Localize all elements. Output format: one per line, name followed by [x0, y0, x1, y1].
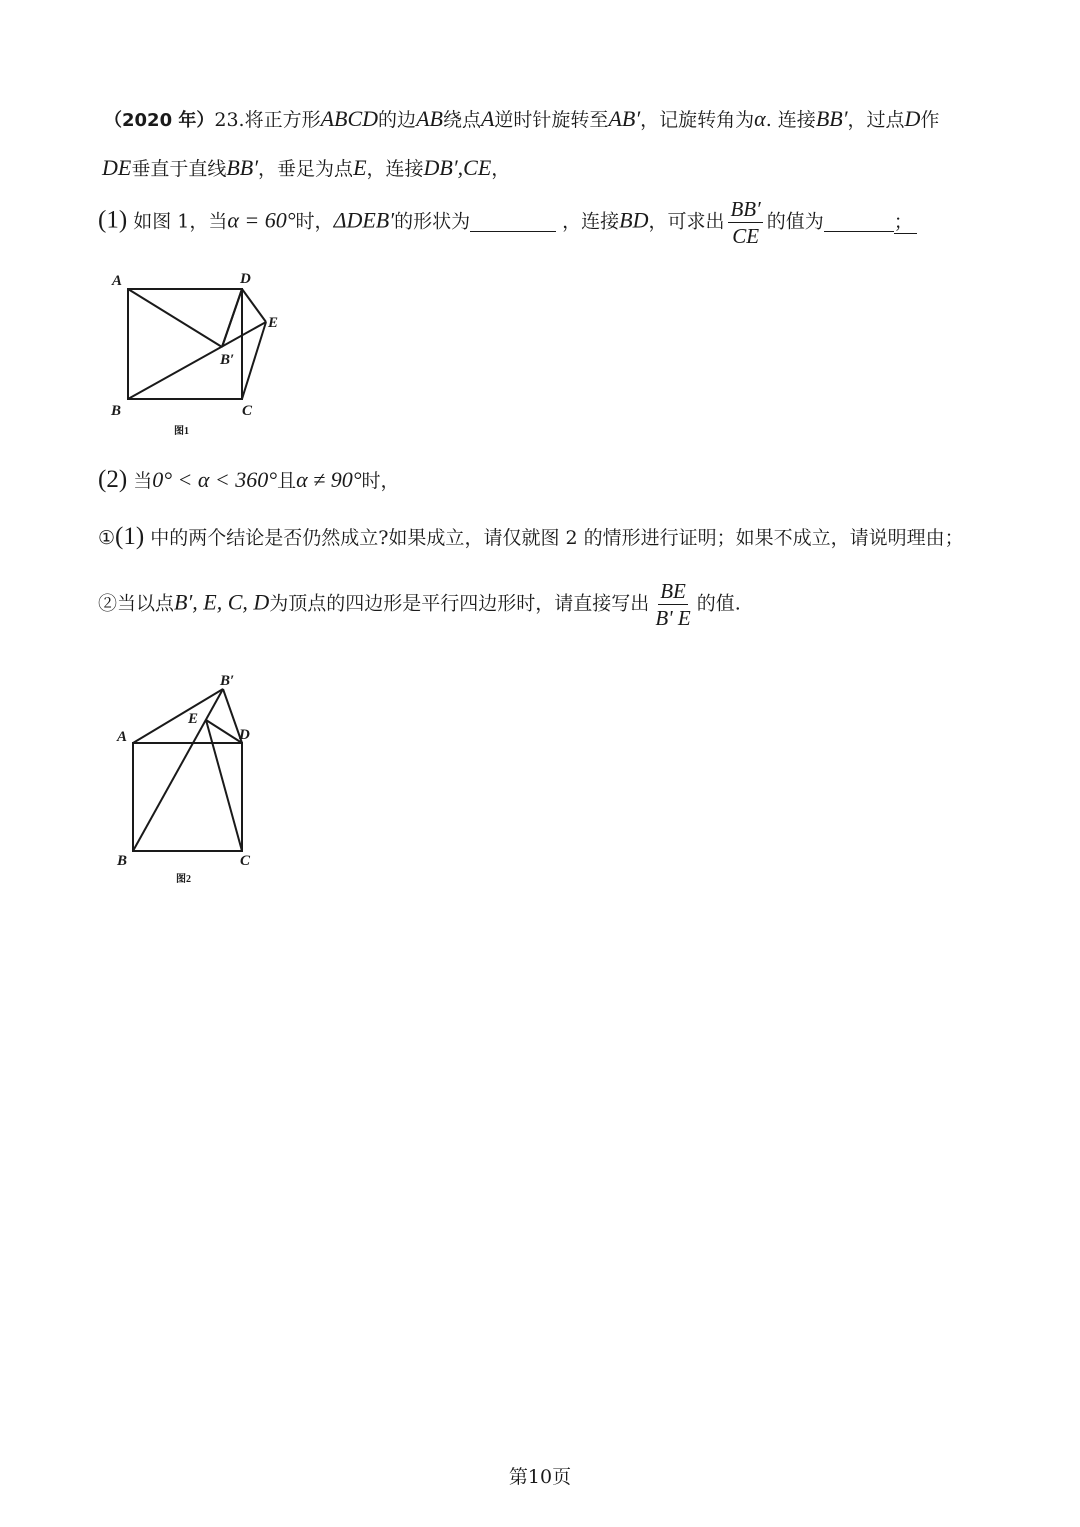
math-segment: BB′ [226, 155, 259, 180]
fraction-numerator: BB′ [728, 198, 762, 223]
math-triangle: ΔDEB′ [333, 207, 395, 233]
sub-question-1 [98, 522, 964, 552]
intro-text: ，垂足为点 [258, 158, 354, 180]
segment-de [242, 289, 266, 322]
sub2-text: 的值. [696, 592, 741, 615]
reference-part: (1) [115, 523, 145, 550]
label-E: E [268, 315, 279, 331]
intro-text: . 连接 [765, 109, 816, 131]
math-point: A [480, 106, 495, 131]
segment-ab-prime [128, 289, 222, 347]
math-segment: AB′ [608, 106, 641, 131]
math-range [152, 467, 277, 492]
label-A: A [117, 729, 128, 745]
part2-text: 且 [277, 470, 297, 492]
sub1-text: 中的两个结论是否仍然成立?如果成立，请仅就图 2 的情形进行证明；如果不成立，请说明理由； [150, 527, 964, 549]
part-number: (1) [98, 206, 128, 234]
square-abcd [133, 743, 242, 851]
label-B-prime: B′ [220, 673, 235, 689]
intro-text: 逆时针旋转至 [494, 109, 609, 131]
label-B: B [111, 403, 122, 419]
label-A: A [112, 273, 123, 289]
label-D: D [239, 727, 250, 743]
math-segment: DE [102, 155, 132, 180]
part1-text: ，可求出 [648, 210, 725, 233]
label-C: C [240, 853, 251, 869]
math-expr: α ≠ 90° [296, 467, 362, 492]
math-exclusion [296, 467, 361, 492]
intro-text: ，记旋转角为 [640, 109, 755, 131]
math-point: E [353, 155, 367, 180]
figure-2 [100, 665, 300, 895]
math-segment: AB [416, 106, 443, 131]
math-expr: α = 60° [227, 207, 296, 233]
math-condition [227, 208, 295, 233]
intro-text: 作 [920, 109, 940, 131]
intro-text: 绕点 [442, 109, 481, 131]
part1-text: ； [894, 211, 917, 234]
label-B: B [117, 853, 128, 869]
circle-number: ① [98, 527, 116, 549]
math-square-name: ABCD [320, 106, 379, 131]
part1-text: 的形状为 [394, 210, 471, 233]
sub2-text: 为顶点的四边形是平行四边形时，请直接写出 [269, 592, 650, 615]
intro-text: ， [491, 158, 511, 180]
circle-number: ② [98, 592, 118, 615]
fraction [728, 198, 762, 247]
part1-text: ，连接 [562, 210, 620, 233]
part-1 [98, 198, 917, 247]
math-angle: α [754, 106, 766, 131]
math-segment: BD [619, 207, 649, 233]
math-expr: 0° < α < 360° [152, 467, 278, 492]
segment-bb-prime [133, 689, 223, 851]
figure-1 [100, 265, 320, 440]
label-C: C [242, 403, 253, 419]
part1-text: 如图 1，当 [133, 210, 228, 233]
figure-2-caption: 图2 [176, 874, 191, 885]
label-D: D [240, 271, 251, 287]
fraction-denominator: B' E [655, 606, 691, 631]
fraction-numerator: BE [658, 580, 688, 605]
math-point: D [904, 106, 921, 131]
problem-intro-line-2 [102, 155, 510, 181]
math-points: B′, E, C, D [174, 589, 270, 615]
label-E: E [188, 711, 199, 727]
label-B-prime: B′ [220, 352, 235, 368]
part-number: (2) [98, 466, 128, 493]
year-tag: （2020 年） [104, 110, 215, 131]
problem-intro-line-1 [104, 106, 939, 132]
intro-text: ，连接 [366, 158, 424, 180]
fraction [653, 580, 692, 629]
part-2 [98, 465, 400, 495]
part2-text: 当 [133, 470, 153, 492]
part2-text: 时， [361, 470, 400, 492]
part1-text: 的值为 [766, 210, 824, 233]
sub2-text: 当以点 [117, 592, 175, 615]
figure-1-caption: 图1 [174, 426, 189, 437]
intro-text: 垂直于直线 [131, 158, 227, 180]
intro-text: 的边 [378, 109, 417, 131]
part1-text: 时， [295, 210, 334, 233]
segment-bd-part [222, 289, 242, 347]
fraction-denominator: CE [732, 224, 760, 249]
math-segments: DB′,CE [423, 155, 492, 180]
sub-question-2 [98, 580, 741, 629]
page-number: 第10页 [508, 1466, 572, 1488]
intro-text: ，过点 [847, 109, 905, 131]
answer-blank-1[interactable] [470, 213, 556, 232]
intro-text: 23.将正方形 [214, 109, 321, 131]
math-segment: BB′ [815, 106, 848, 131]
answer-blank-2[interactable] [824, 213, 894, 232]
